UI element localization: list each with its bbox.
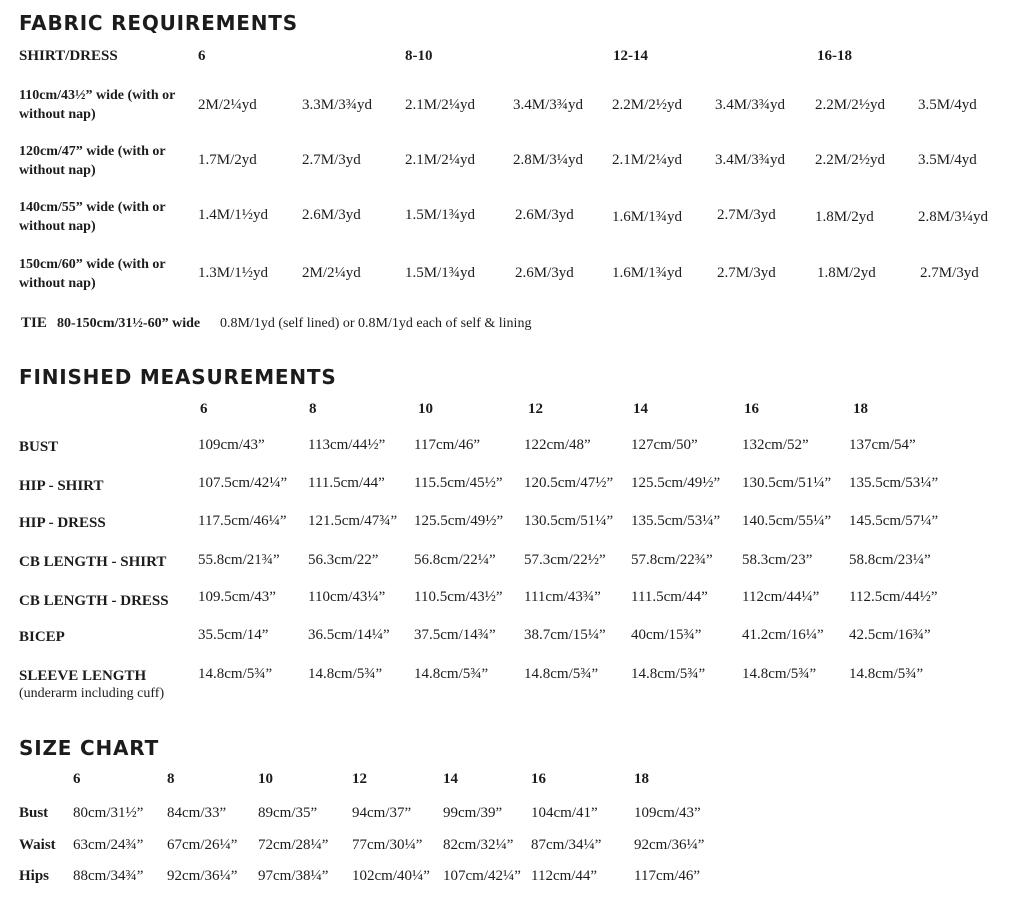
fabric-cell: 2.2M/2½yd: [815, 97, 886, 113]
finished-cell: 57.8cm/22¾”: [631, 552, 713, 568]
finished-cell: 58.3cm/23”: [742, 552, 813, 568]
size-chart-size-header: 18: [634, 771, 649, 787]
finished-cell: 56.8cm/22¼”: [414, 552, 496, 568]
finished-size-header: 6: [200, 401, 208, 417]
finished-cell: 57.3cm/22½”: [524, 552, 606, 568]
finished-cell: 37.5cm/14¾”: [414, 627, 496, 643]
fabric-cell: 3.5M/4yd: [918, 97, 977, 113]
size-chart-row-label: Hips: [19, 868, 50, 884]
size-chart-cell: 97cm/38¼”: [258, 868, 329, 884]
finished-row-sublabel: (underarm including cuff): [19, 686, 165, 701]
fabric-size-header: 16-18: [817, 48, 852, 64]
fabric-cell: 1.7M/2yd: [198, 152, 257, 168]
size-chart-cell: 82cm/32¼”: [443, 837, 514, 853]
fabric-cell: 2.2M/2½yd: [612, 97, 683, 113]
finished-cell: 121.5cm/47¾”: [308, 513, 398, 529]
finished-cell: 111cm/43¾”: [524, 589, 601, 605]
size-chart-cell: 92cm/36¼”: [634, 837, 705, 853]
fabric-row-label: 110cm/43½” wide (with or without nap): [19, 88, 176, 122]
size-chart-cell: 80cm/31½”: [73, 805, 144, 821]
finished-cell: 56.3cm/22”: [308, 552, 379, 568]
finished-row-label: CB LENGTH - SHIRT: [19, 554, 167, 570]
size-chart-cell: 107cm/42¼”: [443, 868, 521, 884]
size-chart-size-header: 6: [73, 771, 81, 787]
fabric-cell: 2.8M/3¼yd: [513, 152, 584, 168]
size-chart-cell: 67cm/26¼”: [167, 837, 238, 853]
size-chart-size-header: 12: [352, 771, 367, 787]
size-chart-title: SIZE CHART: [19, 736, 160, 760]
size-chart-cell: 89cm/35”: [258, 805, 318, 821]
finished-cell: 112cm/44¼”: [742, 589, 820, 605]
fabric-cell: 2.6M/3yd: [515, 265, 574, 281]
fabric-cell: 2.6M/3yd: [302, 207, 361, 223]
finished-cell: 111.5cm/44”: [308, 475, 385, 491]
fabric-cell: 1.5M/1¾yd: [405, 207, 476, 223]
size-chart-row-label: Waist: [19, 837, 56, 853]
finished-cell: 145.5cm/57¼”: [849, 513, 939, 529]
fabric-cell: 2.7M/3yd: [717, 265, 776, 281]
size-chart-size-header: 16: [531, 771, 546, 787]
finished-cell: 135.5cm/53¼”: [849, 475, 939, 491]
fabric-size-header: 12-14: [613, 48, 648, 64]
size-chart-cell: 102cm/40¼”: [352, 868, 430, 884]
finished-row-label: BICEP: [19, 629, 65, 645]
size-chart-size-header: 8: [167, 771, 175, 787]
size-chart-size-header: 14: [443, 771, 458, 787]
fabric-cell: 1.3M/1½yd: [198, 265, 269, 281]
fabric-corner-header: SHIRT/DRESS: [19, 48, 118, 64]
finished-cell: 117.5cm/46¼”: [198, 513, 287, 529]
finished-size-header: 10: [418, 401, 433, 417]
fabric-cell: 1.8M/2yd: [817, 265, 876, 281]
tie-width: 80-150cm/31½-60” wide: [57, 316, 201, 331]
finished-cell: 36.5cm/14¼”: [308, 627, 390, 643]
size-chart-cell: 87cm/34¼”: [531, 837, 602, 853]
fabric-cell: 2.2M/2½yd: [815, 152, 886, 168]
fabric-cell: 1.6M/1¾yd: [612, 209, 683, 225]
finished-cell: 120.5cm/47½”: [524, 475, 614, 491]
fabric-cell: 2.1M/2¼yd: [405, 152, 476, 168]
finished-cell: 35.5cm/14”: [198, 627, 269, 643]
fabric-requirements-title: FABRIC REQUIREMENTS: [19, 11, 298, 35]
fabric-cell: 1.8M/2yd: [815, 209, 874, 225]
finished-cell: 55.8cm/21¾”: [198, 552, 280, 568]
finished-row-label: SLEEVE LENGTH: [19, 668, 147, 684]
finished-cell: 111.5cm/44”: [631, 589, 708, 605]
finished-cell: 109.5cm/43”: [198, 589, 276, 605]
finished-cell: 110.5cm/43½”: [414, 589, 503, 605]
fabric-size-header: 6: [198, 48, 206, 64]
finished-cell: 115.5cm/45½”: [414, 475, 503, 491]
finished-size-header: 18: [853, 401, 868, 417]
size-chart-cell: 94cm/37”: [352, 805, 412, 821]
finished-cell: 110cm/43¼”: [308, 589, 386, 605]
finished-row-label: BUST: [19, 439, 59, 455]
finished-size-header: 12: [528, 401, 543, 417]
finished-measurements-title: FINISHED MEASUREMENTS: [19, 365, 337, 389]
finished-cell: 109cm/43”: [198, 437, 265, 453]
fabric-row-label: 140cm/55” wide (with or without nap): [19, 200, 166, 234]
size-chart-cell: 88cm/34¾”: [73, 868, 144, 884]
finished-cell: 14.8cm/5¾”: [849, 666, 924, 682]
size-chart-cell: 109cm/43”: [634, 805, 701, 821]
finished-cell: 41.2cm/16¼”: [742, 627, 824, 643]
fabric-cell: 2.8M/3¼yd: [918, 209, 989, 225]
fabric-cell: 3.4M/3¾yd: [715, 97, 786, 113]
fabric-row-label: 120cm/47” wide (with or without nap): [19, 144, 166, 178]
finished-cell: 14.8cm/5¾”: [742, 666, 817, 682]
finished-cell: 14.8cm/5¾”: [524, 666, 599, 682]
size-chart-cell: 63cm/24¾”: [73, 837, 144, 853]
finished-cell: 58.8cm/23¼”: [849, 552, 931, 568]
finished-cell: 122cm/48”: [524, 437, 591, 453]
fabric-cell: 3.3M/3¾yd: [302, 97, 373, 113]
fabric-cell: 3.4M/3¾yd: [513, 97, 584, 113]
fabric-cell: 2.7M/3yd: [920, 265, 979, 281]
finished-cell: 130.5cm/51¼”: [742, 475, 832, 491]
finished-size-header: 14: [633, 401, 648, 417]
fabric-cell: 2M/2¼yd: [198, 97, 257, 113]
fabric-cell: 1.5M/1¾yd: [405, 265, 476, 281]
size-chart-cell: 84cm/33”: [167, 805, 227, 821]
finished-cell: 40cm/15¾”: [631, 627, 702, 643]
size-chart-row-label: Bust: [19, 805, 49, 821]
finished-size-header: 16: [744, 401, 759, 417]
finished-cell: 117cm/46”: [414, 437, 481, 453]
size-chart-cell: 117cm/46”: [634, 868, 701, 884]
finished-row-label: HIP - SHIRT: [19, 478, 104, 494]
finished-cell: 14.8cm/5¾”: [631, 666, 706, 682]
fabric-cell: 2.1M/2¼yd: [612, 152, 683, 168]
tie-label: TIE: [21, 315, 47, 331]
finished-cell: 113cm/44½”: [308, 437, 386, 453]
finished-row-label: HIP - DRESS: [19, 515, 106, 531]
finished-row-label: CB LENGTH - DRESS: [19, 593, 169, 609]
size-chart-cell: 112cm/44”: [531, 868, 598, 884]
fabric-cell: 3.4M/3¾yd: [715, 152, 786, 168]
size-chart-cell: 77cm/30¼”: [352, 837, 423, 853]
fabric-cell: 2M/2¼yd: [302, 265, 361, 281]
fabric-cell: 2.7M/3yd: [302, 152, 361, 168]
fabric-cell: 1.4M/1½yd: [198, 207, 269, 223]
finished-cell: 137cm/54”: [849, 437, 916, 453]
size-chart-cell: 99cm/39”: [443, 805, 503, 821]
finished-cell: 132cm/52”: [742, 437, 809, 453]
size-chart-cell: 104cm/41”: [531, 805, 598, 821]
fabric-cell: 2.1M/2¼yd: [405, 97, 476, 113]
finished-cell: 107.5cm/42¼”: [198, 475, 288, 491]
size-chart-cell: 92cm/36¼”: [167, 868, 238, 884]
finished-cell: 127cm/50”: [631, 437, 698, 453]
finished-cell: 14.8cm/5¾”: [198, 666, 273, 682]
size-chart-cell: 72cm/28¼”: [258, 837, 329, 853]
fabric-cell: 3.5M/4yd: [918, 152, 977, 168]
finished-size-header: 8: [309, 401, 317, 417]
finished-cell: 140.5cm/55¼”: [742, 513, 832, 529]
finished-cell: 130.5cm/51¼”: [524, 513, 614, 529]
size-chart-size-header: 10: [258, 771, 273, 787]
finished-cell: 135.5cm/53¼”: [631, 513, 721, 529]
finished-cell: 38.7cm/15¼”: [524, 627, 606, 643]
finished-cell: 112.5cm/44½”: [849, 589, 938, 605]
finished-cell: 14.8cm/5¾”: [308, 666, 383, 682]
tie-text: 0.8M/1yd (self lined) or 0.8M/1yd each of self & lining: [220, 316, 532, 331]
finished-cell: 125.5cm/49½”: [414, 513, 504, 529]
finished-cell: 14.8cm/5¾”: [414, 666, 489, 682]
finished-cell: 125.5cm/49½”: [631, 475, 721, 491]
fabric-size-header: 8-10: [405, 48, 433, 64]
fabric-cell: 2.6M/3yd: [515, 207, 574, 223]
fabric-row-label: 150cm/60” wide (with or without nap): [19, 257, 166, 291]
finished-cell: 42.5cm/16¾”: [849, 627, 931, 643]
fabric-cell: 1.6M/1¾yd: [612, 265, 683, 281]
fabric-cell: 2.7M/3yd: [717, 207, 776, 223]
